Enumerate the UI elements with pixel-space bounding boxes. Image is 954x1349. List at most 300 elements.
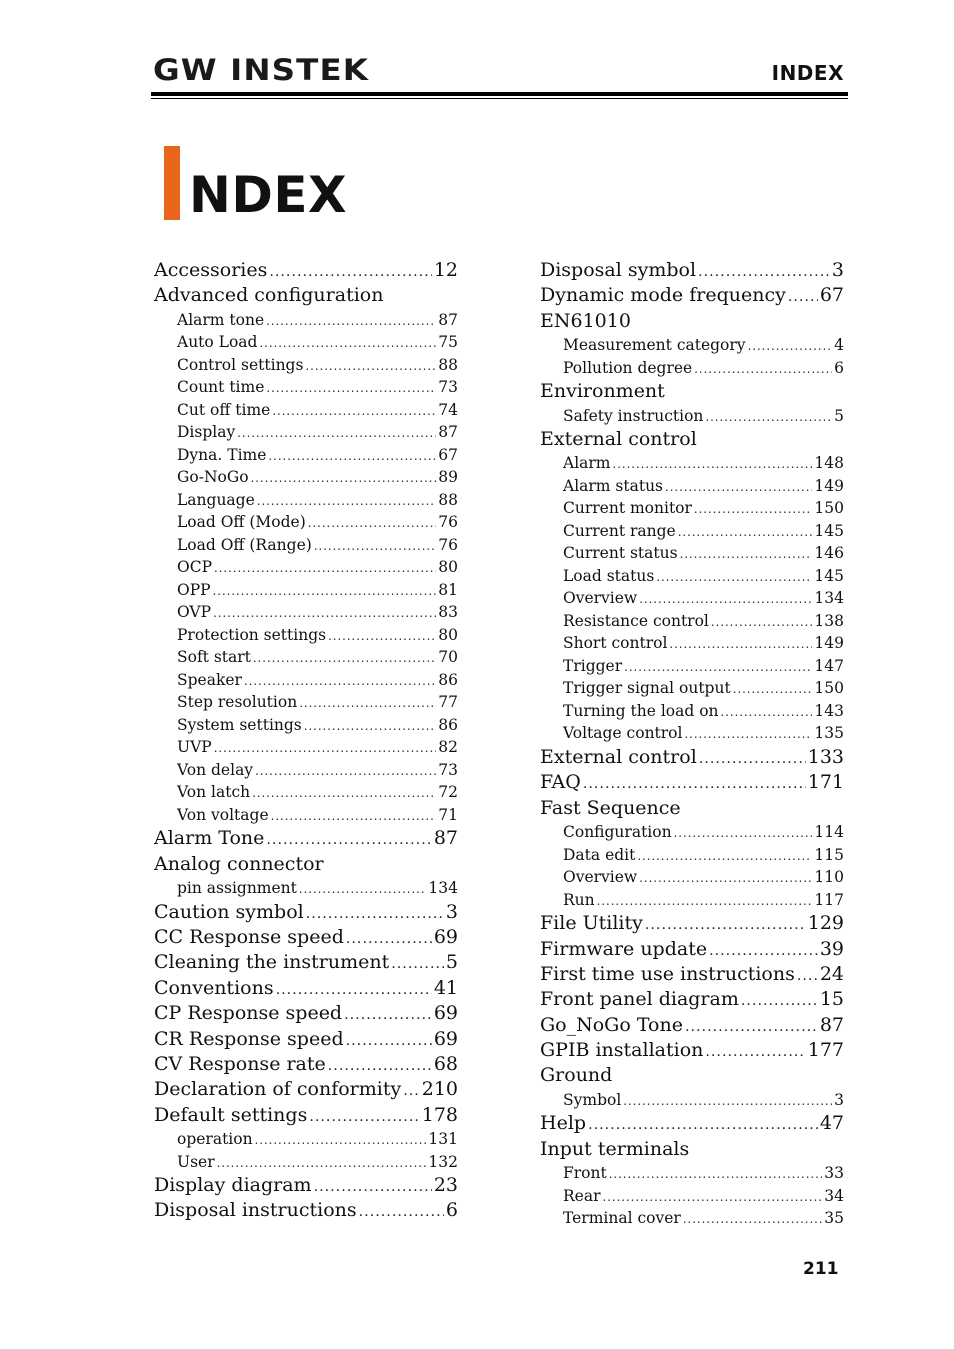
dot-leader xyxy=(733,678,813,701)
entry-term: Advanced configuration xyxy=(154,284,384,307)
entry-term: Soft start xyxy=(177,648,251,667)
entry-page-number: 83 xyxy=(438,603,458,622)
entry-page-number: 6 xyxy=(834,358,844,377)
entry-term: Short control xyxy=(563,634,668,653)
index-entry xyxy=(540,962,844,987)
entry-term: Help xyxy=(540,1112,587,1135)
entry-page-number: 12 xyxy=(433,259,458,281)
index-subentry xyxy=(154,399,458,422)
entry-term: CC Response speed xyxy=(154,925,344,948)
entry-page-number: 67 xyxy=(438,445,458,464)
entry-term: Firmware update xyxy=(540,937,708,960)
dot-leader xyxy=(253,647,436,670)
entry-page-number: 76 xyxy=(438,535,458,554)
entry-term: Cut off time xyxy=(177,400,271,419)
index-subentry xyxy=(540,866,844,889)
entry-term: System settings xyxy=(177,715,302,734)
dot-leader xyxy=(709,939,818,964)
entry-term: Dyna. Time xyxy=(177,445,267,464)
dot-leader xyxy=(656,566,812,589)
dot-leader xyxy=(276,978,432,1003)
dot-leader xyxy=(637,845,812,868)
index-subentry xyxy=(154,331,458,354)
entry-page-number: 72 xyxy=(438,783,458,802)
dot-leader xyxy=(269,260,431,285)
index-entry xyxy=(540,1111,844,1136)
entry-page-number: 76 xyxy=(438,513,458,532)
dot-leader xyxy=(304,715,437,738)
dot-leader xyxy=(665,476,812,499)
index-subentry xyxy=(154,1128,458,1151)
entry-term: Environment xyxy=(540,380,665,403)
index-subentry xyxy=(154,646,458,669)
dot-leader xyxy=(788,285,818,310)
entry-term: Go_NoGo Tone xyxy=(540,1013,683,1036)
dot-leader xyxy=(694,358,832,381)
index-entry xyxy=(154,258,458,283)
dot-leader xyxy=(306,902,444,927)
entry-term: Caution symbol xyxy=(154,900,304,923)
entry-page-number: 171 xyxy=(807,771,844,794)
entry-term: Alarm status xyxy=(563,476,664,495)
index-subentry xyxy=(540,452,844,475)
entry-page-number: 75 xyxy=(438,333,458,352)
index-subentry xyxy=(540,1207,844,1230)
entry-page-number: 4 xyxy=(834,336,844,355)
dot-leader xyxy=(308,512,437,535)
entry-term: Von voltage xyxy=(177,805,269,824)
dot-leader xyxy=(346,1029,432,1054)
entry-term: Disposal instructions xyxy=(154,1199,357,1222)
index-subentry xyxy=(540,1185,844,1208)
entry-term: operation xyxy=(177,1130,253,1149)
entry-term: OCP xyxy=(177,558,212,577)
dot-leader xyxy=(268,445,436,468)
index-entry xyxy=(540,1013,844,1038)
entry-page-number: 35 xyxy=(824,1209,844,1228)
entry-term: Front xyxy=(563,1164,607,1183)
entry-term: Configuration xyxy=(563,823,672,842)
dot-leader xyxy=(213,580,437,603)
entry-page-number: 143 xyxy=(814,701,844,720)
dot-leader xyxy=(257,490,437,513)
entry-page-number: 24 xyxy=(819,962,844,985)
dot-leader xyxy=(271,805,437,828)
dot-leader xyxy=(244,670,436,693)
entry-term: External control xyxy=(540,428,697,451)
entry-page-number: 133 xyxy=(807,745,844,768)
entry-term: Conventions xyxy=(154,976,274,999)
dot-leader xyxy=(680,543,813,566)
entry-term: Data edit xyxy=(563,845,636,864)
entry-term: Load Off (Mode) xyxy=(177,513,306,532)
entry-term: Accessories xyxy=(154,259,268,281)
entry-page-number: 110 xyxy=(814,868,844,887)
dot-leader xyxy=(266,310,436,333)
entry-page-number: 86 xyxy=(438,715,458,734)
dot-leader xyxy=(259,332,436,355)
dot-leader xyxy=(237,422,436,445)
entry-page-number: 150 xyxy=(814,499,844,518)
index-subentry xyxy=(540,542,844,565)
entry-term: Safety instruction xyxy=(563,406,704,425)
entry-page-number: 80 xyxy=(438,558,458,577)
dot-leader xyxy=(597,890,813,913)
dot-leader xyxy=(359,1200,444,1225)
index-subentry xyxy=(540,610,844,633)
index-column-right xyxy=(540,258,844,1230)
entry-page-number: 87 xyxy=(819,1013,844,1036)
entry-term: Dynamic mode frequency xyxy=(540,284,786,307)
index-entry xyxy=(154,1077,458,1102)
index-subentry xyxy=(154,624,458,647)
index-subentry xyxy=(154,759,458,782)
entry-term: File Utility xyxy=(540,912,643,935)
entry-term: Load status xyxy=(563,566,655,585)
entry-page-number: 134 xyxy=(814,589,844,608)
dot-leader xyxy=(391,952,444,977)
index-subentry xyxy=(540,357,844,380)
index-column-left xyxy=(154,258,458,1224)
entry-page-number: 41 xyxy=(433,976,458,999)
index-subentry xyxy=(540,722,844,745)
dot-leader xyxy=(721,701,813,724)
index-entry xyxy=(540,309,844,334)
entry-page-number: 148 xyxy=(814,454,844,473)
entry-term: Ground xyxy=(540,1064,613,1087)
entry-term: Alarm Tone xyxy=(154,827,265,850)
brand-logo: GW INSTEK xyxy=(153,53,370,87)
dot-leader xyxy=(214,557,436,580)
header-rule-thin xyxy=(151,98,848,99)
entry-page-number: 34 xyxy=(824,1186,844,1205)
dot-leader xyxy=(403,1079,420,1104)
entry-page-number: 210 xyxy=(421,1078,458,1101)
index-subentry xyxy=(154,804,458,827)
index-subentry xyxy=(540,700,844,723)
entry-page-number: 149 xyxy=(814,634,844,653)
entry-page-number: 87 xyxy=(438,423,458,442)
entry-page-number: 73 xyxy=(438,378,458,397)
dot-leader xyxy=(674,822,813,845)
entry-term: Trigger xyxy=(563,656,623,675)
entry-term: EN61010 xyxy=(540,309,631,332)
entry-term: Alarm tone xyxy=(177,310,265,329)
entry-page-number: 6 xyxy=(445,1199,458,1222)
index-entry xyxy=(540,745,844,770)
index-subentry xyxy=(154,579,458,602)
entry-page-number: 86 xyxy=(438,670,458,689)
index-entry xyxy=(154,950,458,975)
entry-term: Input terminals xyxy=(540,1137,690,1160)
entry-term: Count time xyxy=(177,378,265,397)
dot-leader xyxy=(639,588,812,611)
entry-page-number: 135 xyxy=(814,724,844,743)
entry-page-number: 150 xyxy=(814,679,844,698)
index-entry xyxy=(540,770,844,795)
entry-page-number: 89 xyxy=(438,468,458,487)
index-subentry xyxy=(154,877,458,900)
index-subentry xyxy=(540,655,844,678)
index-subentry xyxy=(540,565,844,588)
entry-term: Current range xyxy=(563,521,676,540)
entry-page-number: 5 xyxy=(834,406,844,425)
index-entry xyxy=(154,900,458,925)
dot-leader xyxy=(711,611,813,634)
index-subentry xyxy=(540,821,844,844)
index-entry xyxy=(540,937,844,962)
dot-leader xyxy=(588,1113,818,1138)
entry-term: Measurement category xyxy=(563,336,746,355)
index-entry xyxy=(154,1001,458,1026)
index-subentry xyxy=(540,475,844,498)
entry-page-number: 82 xyxy=(438,738,458,757)
entry-page-number: 70 xyxy=(438,648,458,667)
entry-page-number: 71 xyxy=(438,805,458,824)
index-subentry xyxy=(154,354,458,377)
entry-page-number: 87 xyxy=(433,827,458,850)
entry-page-number: 114 xyxy=(814,823,844,842)
entry-term: First time use instructions xyxy=(540,962,795,985)
entry-term: Terminal cover xyxy=(563,1209,681,1228)
entry-page-number: 149 xyxy=(814,476,844,495)
index-subentry xyxy=(540,632,844,655)
index-subentry xyxy=(154,489,458,512)
dot-leader xyxy=(797,964,818,989)
entry-term: Protection settings xyxy=(177,625,327,644)
index-subentry xyxy=(540,844,844,867)
entry-term: Auto Load xyxy=(177,333,258,352)
entry-page-number: 5 xyxy=(445,951,458,974)
entry-page-number: 23 xyxy=(433,1174,458,1197)
index-subentry xyxy=(540,1089,844,1112)
entry-page-number: 3 xyxy=(445,900,458,923)
entry-term: Overview xyxy=(563,868,638,887)
entry-term: Control settings xyxy=(177,355,304,374)
index-subentry xyxy=(154,444,458,467)
dot-leader xyxy=(213,602,436,625)
entry-term: Rear xyxy=(563,1186,601,1205)
entry-term: Analog connector xyxy=(154,852,324,875)
dot-leader xyxy=(613,453,813,476)
entry-page-number: 68 xyxy=(433,1052,458,1075)
entry-term: User xyxy=(177,1152,215,1171)
dot-leader xyxy=(255,760,436,783)
entry-page-number: 88 xyxy=(438,355,458,374)
index-entry xyxy=(540,427,844,452)
index-entry xyxy=(540,258,844,283)
index-entry xyxy=(154,283,458,308)
dot-leader xyxy=(639,867,812,890)
entry-term: Alarm xyxy=(563,454,611,473)
index-subentry xyxy=(540,889,844,912)
entry-term: Trigger signal output xyxy=(563,679,731,698)
index-entry xyxy=(154,1052,458,1077)
index-subentry xyxy=(154,781,458,804)
entry-term: Turning the load on xyxy=(563,701,719,720)
entry-term: UVP xyxy=(177,738,212,757)
entry-term: External control xyxy=(540,745,697,768)
entry-page-number: 77 xyxy=(438,693,458,712)
entry-page-number: 47 xyxy=(819,1112,844,1135)
index-entry xyxy=(154,852,458,877)
index-entry xyxy=(154,1198,458,1223)
section-label: INDEX xyxy=(771,61,844,85)
entry-term: Load Off (Range) xyxy=(177,535,312,554)
entry-term: Language xyxy=(177,490,255,509)
page-title: NDEX xyxy=(189,166,348,224)
dot-leader xyxy=(255,1129,427,1152)
dot-leader xyxy=(272,400,436,423)
entry-page-number: 88 xyxy=(438,490,458,509)
index-subentry xyxy=(540,405,844,428)
entry-term: Overview xyxy=(563,589,638,608)
entry-page-number: 73 xyxy=(438,760,458,779)
entry-term: Cleaning the instrument xyxy=(154,951,390,974)
entry-page-number: 178 xyxy=(421,1103,458,1126)
index-subentry xyxy=(540,677,844,700)
entry-page-number: 132 xyxy=(428,1152,458,1171)
index-subentry xyxy=(540,334,844,357)
dot-leader xyxy=(309,1105,419,1130)
entry-term: Display diagram xyxy=(154,1174,312,1197)
index-subentry xyxy=(540,1162,844,1185)
entry-term: Go-NoGo xyxy=(177,468,249,487)
index-subentry xyxy=(540,587,844,610)
entry-page-number: 146 xyxy=(814,544,844,563)
index-subentry xyxy=(540,497,844,520)
dot-leader xyxy=(624,656,812,679)
entry-term: Default settings xyxy=(154,1103,308,1126)
index-subentry xyxy=(154,421,458,444)
entry-page-number: 177 xyxy=(807,1039,844,1062)
index-entry xyxy=(540,379,844,404)
dot-leader xyxy=(683,1208,822,1231)
dot-leader xyxy=(251,467,437,490)
index-subentry xyxy=(154,534,458,557)
index-subentry xyxy=(154,466,458,489)
entry-page-number: 69 xyxy=(433,1002,458,1025)
dot-leader xyxy=(705,1040,805,1065)
dot-leader xyxy=(685,1015,818,1040)
entry-page-number: 67 xyxy=(819,284,844,307)
dot-leader xyxy=(741,989,818,1014)
dot-leader xyxy=(252,782,436,805)
index-entry xyxy=(154,1103,458,1128)
dot-leader xyxy=(603,1186,823,1209)
entry-term: GPIB installation xyxy=(540,1039,704,1062)
dot-leader xyxy=(314,1175,432,1200)
entry-term: OVP xyxy=(177,603,212,622)
index-entry xyxy=(154,1027,458,1052)
dot-leader xyxy=(699,747,806,772)
entry-page-number: 115 xyxy=(814,845,844,864)
dot-leader xyxy=(266,828,431,853)
entry-term: Symbol xyxy=(563,1090,622,1109)
dot-leader xyxy=(645,913,806,938)
index-entry xyxy=(540,911,844,936)
dot-leader xyxy=(748,335,833,358)
title-accent-bar xyxy=(164,146,180,220)
page-number: 211 xyxy=(803,1259,839,1279)
entry-term: Current status xyxy=(563,544,678,563)
dot-leader xyxy=(346,927,432,952)
entry-term: Pollution degree xyxy=(563,358,693,377)
entry-page-number: 147 xyxy=(814,656,844,675)
dot-leader xyxy=(328,625,436,648)
index-entry xyxy=(154,1173,458,1198)
entry-page-number: 87 xyxy=(438,310,458,329)
index-entry xyxy=(154,976,458,1001)
dot-leader xyxy=(705,406,832,429)
index-entry xyxy=(540,1038,844,1063)
index-subentry xyxy=(154,714,458,737)
dot-leader xyxy=(328,1054,432,1079)
entry-page-number: 3 xyxy=(834,1090,844,1109)
entry-term: OPP xyxy=(177,580,211,599)
index-entry xyxy=(540,796,844,821)
index-subentry xyxy=(154,601,458,624)
entry-page-number: 134 xyxy=(428,879,458,898)
entry-term: CP Response speed xyxy=(154,1002,343,1025)
entry-term: Front panel diagram xyxy=(540,988,739,1011)
entry-page-number: 80 xyxy=(438,625,458,644)
index-subentry xyxy=(154,691,458,714)
entry-term: Run xyxy=(563,890,595,909)
entry-term: Disposal symbol xyxy=(540,259,697,281)
entry-page-number: 129 xyxy=(807,912,844,935)
entry-page-number: 138 xyxy=(814,611,844,630)
entry-term: Step resolution xyxy=(177,693,298,712)
dot-leader xyxy=(344,1003,432,1028)
dot-leader xyxy=(217,1152,427,1175)
entry-page-number: 3 xyxy=(831,259,844,281)
entry-term: Speaker xyxy=(177,670,242,689)
index-subentry xyxy=(154,376,458,399)
entry-page-number: 69 xyxy=(433,925,458,948)
dot-leader xyxy=(214,737,437,760)
index-subentry xyxy=(154,1151,458,1174)
dot-leader xyxy=(299,692,436,715)
dot-leader xyxy=(299,878,427,901)
index-subentry xyxy=(154,736,458,759)
dot-leader xyxy=(698,260,830,285)
entry-page-number: 131 xyxy=(428,1130,458,1149)
index-entry xyxy=(540,1063,844,1088)
dot-leader xyxy=(305,355,436,378)
entry-term: Display xyxy=(177,423,236,442)
entry-term: Current monitor xyxy=(563,499,692,518)
entry-page-number: 15 xyxy=(819,988,844,1011)
index-entry xyxy=(540,987,844,1012)
entry-term: Von latch xyxy=(177,783,251,802)
entry-term: Fast Sequence xyxy=(540,796,681,819)
entry-term: Voltage control xyxy=(563,724,683,743)
dot-leader xyxy=(583,772,806,797)
dot-leader xyxy=(623,1090,832,1113)
index-subentry xyxy=(154,669,458,692)
index-subentry xyxy=(540,520,844,543)
entry-page-number: 145 xyxy=(814,566,844,585)
entry-term: Von delay xyxy=(177,760,254,779)
dot-leader xyxy=(669,633,812,656)
dot-leader xyxy=(314,535,436,558)
index-entry xyxy=(540,283,844,308)
entry-page-number: 33 xyxy=(824,1164,844,1183)
index-entry xyxy=(154,925,458,950)
entry-page-number: 39 xyxy=(819,937,844,960)
entry-page-number: 117 xyxy=(814,890,844,909)
